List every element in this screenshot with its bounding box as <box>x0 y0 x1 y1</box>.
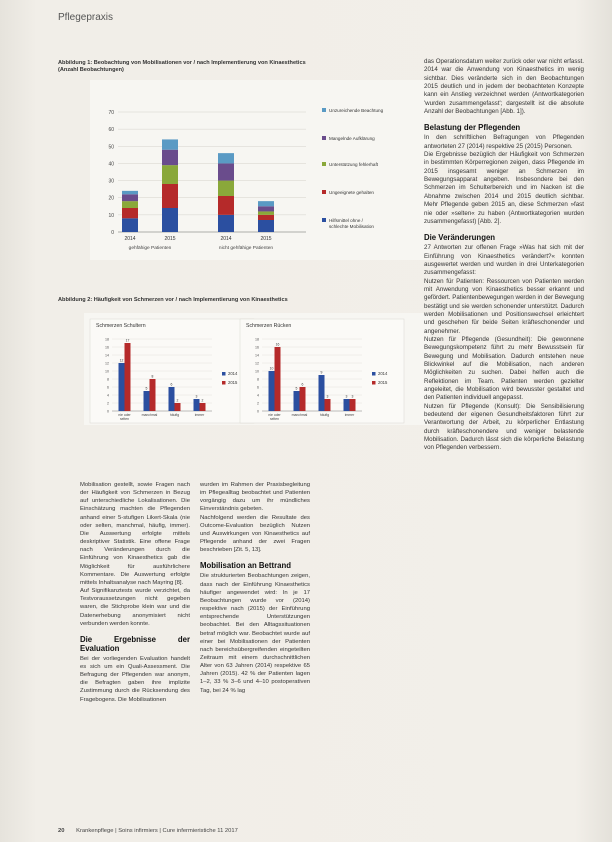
y-tick-label: 50 <box>108 144 114 151</box>
bar-segment <box>218 196 234 215</box>
y-tick-label: 4 <box>257 393 259 398</box>
bar-segment <box>258 211 274 214</box>
legend-swatch <box>222 381 226 385</box>
col2-paragraph-2: Nachfolgend werden die Resultate des Outcome-Evaluation bezüglich Nutzen und Auswirkungen von Kinaesthetics auf Pflegende anhand der zwei Fragen beschrieben [Zit. 5, 13]. <box>200 514 310 554</box>
figure1-subtitle: (Anzahl Beobachtungen) <box>58 67 124 73</box>
figure2-charts <box>84 313 430 425</box>
x-tick-label: 2015 <box>164 236 176 242</box>
col2-paragraph-3: Die strukturierten Beobachtungen zeigen, dass nach der Einführung Kinaesthetics häufiger angewendet wird: In je 17 Beobachtungen wurde vor (2014) respektive nach (2015) der Einführung entsprechende Unterstützungen beobachtet. Bei den Alltagssituationen betraf möglich war. Beobachtet wurde auf einer bei Mobilisationen der Patienten nach bereichsübergreifenden eingeteilten Zeitraum mit einem durchschnittlichen Alter von 63 Jahren (2014) respektive 65 Jahren (2015). 42 % der Patienten lagen 1–2, 33 % 3–6 und 4–10 postoperativen Tag, bei 24 % lag <box>200 573 310 694</box>
data-label: 16 <box>275 342 280 347</box>
bar <box>194 399 200 411</box>
bar-segment <box>258 220 274 232</box>
legend-label: 2015 <box>228 380 238 385</box>
x-tick-label: häufig <box>319 413 330 417</box>
legend-label: 2014 <box>228 371 238 376</box>
y-tick-label: 6 <box>107 385 109 390</box>
bar-segment <box>162 208 178 232</box>
x-tick-label: nie oder selten <box>118 413 131 421</box>
y-tick-label: 30 <box>108 178 114 185</box>
data-label: 10 <box>269 366 274 371</box>
x-tick-label: häufig <box>169 413 180 417</box>
bar <box>319 375 325 411</box>
bar <box>169 387 175 411</box>
legend-swatch <box>222 372 226 376</box>
bar-segment <box>218 163 234 180</box>
bar <box>325 399 331 411</box>
y-tick-label: 6 <box>257 385 259 390</box>
bar-segment <box>258 201 274 206</box>
bar <box>175 403 181 411</box>
bar <box>344 399 350 411</box>
bar-segment <box>162 139 178 149</box>
bar-segment <box>162 165 178 184</box>
col3-paragraph-2: In den schriftlichen Befragungen von Pflegenden antworteten 27 (2014) respektive 25 (2015) Personen. <box>424 134 584 150</box>
x-tick-label: 2014 <box>220 236 232 242</box>
bar <box>200 403 206 411</box>
bar <box>119 363 125 411</box>
figure2-chart-box <box>84 313 430 425</box>
chart-title: Schmerzen Schultern <box>96 323 146 329</box>
x-tick-label: nie oder selten <box>268 413 281 421</box>
data-label: 8 <box>151 374 154 379</box>
figure1-chart-box <box>90 80 430 260</box>
page-number: 20 <box>58 828 65 834</box>
legend-swatch <box>322 136 326 140</box>
legend-label: Hilfsmittel ohne / schlechte Mobilisation <box>329 218 374 229</box>
y-tick-label: 10 <box>105 369 109 374</box>
text-column-3 <box>424 58 584 453</box>
data-label: 12 <box>119 358 124 363</box>
legend-swatch <box>322 162 326 166</box>
y-tick-label: 0 <box>257 409 259 414</box>
data-label: 9 <box>320 370 323 375</box>
figure1-caption <box>58 60 438 74</box>
section-label: Pflegepraxis <box>58 12 114 23</box>
group-label: nicht gehfähige Patienten <box>218 246 274 251</box>
legend-label: 2014 <box>378 371 388 376</box>
y-tick-label: 12 <box>105 361 109 366</box>
y-tick-label: 40 <box>108 161 114 168</box>
col2-heading: Mobilisation an Bettrand <box>200 561 291 571</box>
x-tick-label: immer <box>194 413 205 417</box>
y-tick-label: 8 <box>107 377 109 382</box>
y-tick-label: 0 <box>111 230 114 236</box>
col3-paragraph-5: Nutzen für Patienten: Ressourcen von Patienten werden mit Anwendung von Kinaesthetics besser erkannt und gefördert. Patientenbewegungen werden in der Bewegung bestätigt und sie werden schonender unterstützt. Dadurch werden Mobilisationen und Positionswechsel erleichtert und geschehen für beide Seiten kräfteschonender und angenehmer. <box>424 277 584 335</box>
y-tick-label: 60 <box>108 127 114 134</box>
y-tick-label: 2 <box>257 401 259 406</box>
text-column-1 <box>80 481 190 704</box>
chart-title: Schmerzen Rücken <box>246 323 292 329</box>
bar-segment <box>258 206 274 211</box>
y-tick-label: 16 <box>105 345 109 350</box>
bar-segment <box>258 215 274 220</box>
bar <box>144 391 150 411</box>
bar <box>269 371 275 411</box>
x-tick-label: manchmal <box>291 413 308 417</box>
bar <box>125 343 131 411</box>
x-tick-label: 2014 <box>124 236 136 242</box>
footer-text: Krankenpflege | Soins infirmiers | Cure infermieristiche 11 2017 <box>76 828 238 834</box>
legend-label: Ungeeignete gehalten <box>329 190 374 195</box>
bar-segment <box>122 208 138 218</box>
legend-label: Unzureichende Beachtung <box>329 108 384 113</box>
y-tick-label: 12 <box>255 361 259 366</box>
bar <box>300 387 306 411</box>
bar-segment <box>218 181 234 196</box>
legend-label: Mangelnde Aufklärung <box>329 136 375 141</box>
col3-paragraph-6: Nutzen für Pflegende (Gesundheit): Die gewonnene Bewegungskompetenz führt zu mehr Bewusstsein für Bewegung und Mobilisation. Dadurch entstehen neue Blickwinkel auf die Mobilisation, nach anderen Möglichkeiten zu suchen. Dabei helfen auch die Reflektionen im Team. Patienten werden gezielter angeleitet, die Mobilisation wird bewusster gestaltet und den Patienten individuell angepasst. <box>424 335 584 402</box>
y-tick-label: 0 <box>107 409 109 414</box>
col3-paragraph-1: das Operationsdatum weiter zurück oder war nicht erfasst. 2014 war die Anwendung von Kinaesthetics im wenig sichtbar. Dies veränderte sich in den Beobachtungen 2015 deutlich und in jedem der beobachteten Konzepte kann ein Anstieg verzeichnet werden (Antwortkategorien 'wurden zusammengefasst'; dargestellt ist die absolute Anzahl der Beobachtungen [Abb. 1]). <box>424 58 584 116</box>
legend-label: 2015 <box>378 380 388 385</box>
col3-heading-1: Belastung der Pflegenden <box>424 123 521 133</box>
bar <box>350 399 356 411</box>
bar <box>275 347 281 411</box>
bar <box>150 379 156 411</box>
data-label: 5 <box>145 386 148 391</box>
y-tick-label: 4 <box>107 393 109 398</box>
x-tick-label: immer <box>344 413 355 417</box>
col1-heading: Die Ergebnisse der Evaluation <box>80 634 190 653</box>
data-label: 3 <box>195 394 198 399</box>
page-footer <box>58 828 238 834</box>
data-label: 2 <box>176 398 179 403</box>
figure2-caption: Abbildung 2: Häufigkeit von Schmerzen vor / nach Implementierung von Kinaesthetics <box>58 297 288 303</box>
figure1-chart <box>90 80 430 260</box>
bar-segment <box>162 184 178 208</box>
bar <box>294 391 300 411</box>
y-tick-label: 8 <box>257 377 259 382</box>
bar-segment <box>122 194 138 201</box>
y-tick-label: 18 <box>105 337 109 342</box>
bar-segment <box>218 215 234 232</box>
col3-paragraph-3: Die Ergebnisse bezüglich der Häufigkeit von Schmerzen in bestimmten Körperregionen zeigen, dass Pflegende im 2015 insgesamt weniger an Schmerzen im Bewegungsapparat angeben. Insbesondere bei den Schmerzen im Schulterbereich und im Nacken ist die Abnahme zwischen 2014 und 2015 deutlich sichtbar. Mehr Pflegende geben 2015 an, diese Schmerzen »fast nie oder »selten« zu haben (Antwortkategorien wurden zusammengefasst) [Abb. 2]. <box>424 151 584 225</box>
y-tick-label: 14 <box>105 353 109 358</box>
legend-swatch <box>322 190 326 194</box>
data-label: 6 <box>170 382 173 387</box>
col1-paragraph-2: Auf Signifikanztests wurde verzichtet, da Testvoraussetzungen nicht gegeben waren, die Stichprobe klein war und die Datenerhebung anonymisiert nicht verbunden werden konnte. <box>80 588 190 627</box>
legend-swatch <box>322 108 326 112</box>
y-tick-label: 70 <box>108 110 114 116</box>
legend-swatch <box>322 218 326 222</box>
x-tick-label: 2015 <box>260 236 272 242</box>
legend-label: Unterstützung fehlerhaft <box>329 162 379 167</box>
bar-segment <box>122 191 138 194</box>
col1-paragraph-3: Bei der vorliegenden Evaluation handelt es sich um ein Quali-Assessment. Die Befragung der Pflegenden war anonym, die Befragten gaben ihre implizite Zustimmung durch die Rücksendung des Fragebogens. Die Mobilisationen <box>80 655 190 703</box>
legend-swatch <box>372 381 376 385</box>
data-label: 3 <box>345 394 348 399</box>
y-tick-label: 2 <box>107 401 109 406</box>
y-tick-label: 10 <box>108 212 114 219</box>
col3-heading-2: Die Veränderungen <box>424 233 496 243</box>
bar-segment <box>162 150 178 165</box>
legend-swatch <box>372 372 376 376</box>
data-label: 2 <box>201 398 204 403</box>
figure1-title: Abbildung 1: Beobachtung von Mobilisationen vor / nach Implementierung von Kinaesthetics <box>58 60 306 66</box>
y-tick-label: 14 <box>255 353 259 358</box>
data-label: 3 <box>326 394 329 399</box>
group-label: gehfähige Patienten <box>128 246 172 251</box>
text-column-2 <box>200 481 310 695</box>
col2-paragraph-1: wurden im Rahmen der Praxisbegleitung im Pflegealltag beobachtet und Patienten vorgängig dazu um ihr mündliches Einverständnis gebeten. <box>200 482 310 513</box>
data-label: 17 <box>125 338 130 343</box>
bar-segment <box>122 218 138 232</box>
x-tick-label: manchmal <box>141 413 158 417</box>
y-tick-label: 20 <box>108 195 114 202</box>
data-label: 6 <box>301 382 304 387</box>
col3-paragraph-7: Nutzen für Pflegende (Konsult): Die Sensibilisierung bedeutend der eigenen Gesundheitsfaktoren führt zur Verantwortung der Arbeit, zu körperlicher Entlastung durch kräfteschonendere und weniger belastende Mobilisation. Dadurch lässt sich die körperliche Belastung von Pflegenden verbessern. <box>424 402 584 452</box>
data-label: 3 <box>351 394 354 399</box>
bar-segment <box>122 201 138 208</box>
y-tick-label: 10 <box>255 369 259 374</box>
y-tick-label: 18 <box>255 337 259 342</box>
col3-paragraph-4: 27 Antworten zur offenen Frage »Was hat sich mit der Einführung von Kinaesthetics verändert?« konnten ausgewertet werden und wurden in drei Unterkategorien zusammengefasst: <box>424 244 584 277</box>
y-tick-label: 16 <box>255 345 259 350</box>
col1-paragraph-1: Mobilisation gestellt, sowie Fragen nach der Häufigkeit von Schmerzen in Bezug auf unterschiedliche Lokalisationen. Die Einschätzung machten die Pflegenden anhand einer 5-stufigen Likert-Skala (nie oder selten, manchmal, häufig, immer). Die Auswertung erfolgte mittels deskriptiver Statistik. Eine offene Frage nach Veränderungen durch die Einführung von Kinaesthetics gab die Möglichkeit für ausführlichere Kommentare. Die Auswertung erfolgte mittels Inhaltsanalyse nach Mayring [8]. <box>80 482 190 586</box>
bar-segment <box>218 153 234 163</box>
data-label: 5 <box>295 386 298 391</box>
